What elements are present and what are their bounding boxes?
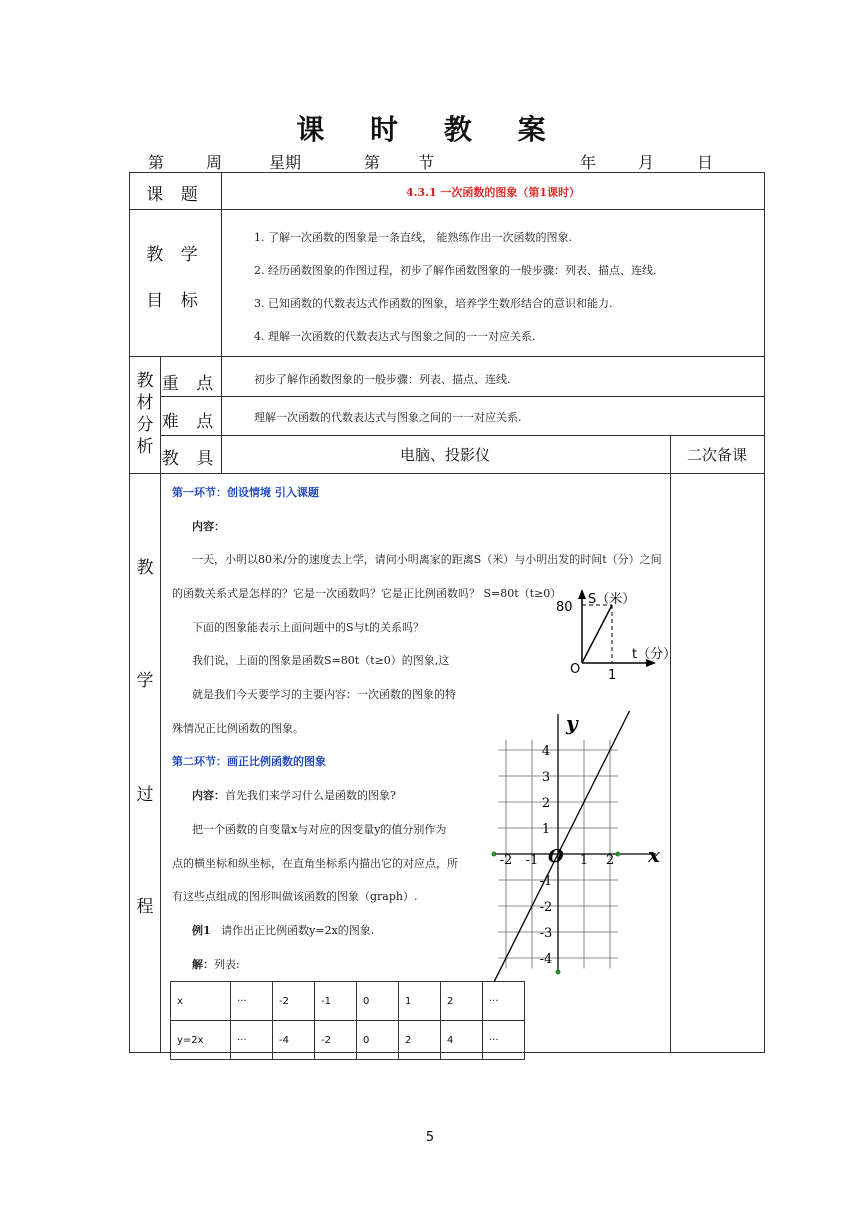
x-tick-label: 2 [605, 853, 615, 868]
x-tick-label: -1 [525, 853, 539, 868]
table-cell: 0 [357, 982, 399, 1021]
analysis-label: 教 材 分 析 [136, 371, 154, 457]
x-axis-label: x [648, 843, 660, 867]
table-row [171, 1021, 525, 1060]
page-number: 5 [425, 1130, 435, 1145]
y-axis-label: S（米） [588, 592, 636, 607]
table-cell: y=2x [171, 1021, 231, 1060]
x-tick-label: 1 [608, 668, 617, 683]
paragraph: 我们说，上面的图象是函数S=80t（t≥0）的图象,这 [192, 654, 450, 667]
goal-item: 3. 已知函数的代数表达式作函数的图象，培养学生数形结合的意识和能力. [254, 297, 613, 310]
week-label-a: 第 [148, 153, 165, 172]
goal-item: 2. 经历函数图象的作图过程，初步了解作函数图象的一般步骤：列表、描点、连线. [254, 264, 657, 277]
table-cell: ··· [231, 982, 273, 1021]
day-label: 日 [697, 153, 714, 172]
solution-line [192, 956, 240, 972]
year-label: 年 [580, 153, 597, 172]
content2-label: 内容： [192, 789, 225, 802]
process-label-char: 教 [136, 558, 154, 578]
section2-title: 第二环节：画正比例函数的图象 [172, 755, 326, 768]
table-cell: 2 [399, 1021, 441, 1060]
process-label-char: 学 [136, 671, 154, 691]
y-tick-label: -4 [539, 952, 553, 967]
process-label-char: 过 [136, 785, 154, 805]
y-tick-label: -1 [539, 874, 553, 889]
table-cell: 1 [399, 982, 441, 1021]
example-text: 请作出正比例函数y=2x的图象. [221, 924, 375, 937]
table-cell: ··· [483, 1021, 525, 1060]
y-axis-label: y [566, 711, 578, 735]
solution-label: 解： [192, 958, 214, 971]
difficulty-text: 理解一次函数的代数表达式与图象之间的一一对应关系. [254, 411, 522, 424]
y-tick-label: -2 [539, 900, 553, 915]
week-label-b: 周 [206, 153, 223, 172]
paragraph: 有这些点组成的图形叫做该函数的图象（graph）. [172, 890, 418, 903]
lesson-label: 课 题 [146, 185, 204, 205]
table-cell: -2 [273, 982, 315, 1021]
difficulty-label: 难 点 [161, 412, 220, 432]
origin-label: O [570, 662, 581, 677]
example-line [192, 922, 374, 938]
key-point-text: 初步了解作函数图象的一般步骤：列表、描点、连线. [254, 373, 511, 386]
goal-item: 4. 理解一次函数的代数表达式与图象之间的一一对应关系. [254, 330, 536, 343]
axis-end-point [492, 852, 497, 857]
axis-end-point [615, 852, 620, 857]
values-table [170, 981, 525, 1060]
y-tick-label: 1 [541, 822, 551, 837]
weekday-label: 星期 [269, 153, 302, 172]
paragraph: 把一个函数的自变量x与对应的因变量y的值分别作为 [192, 823, 447, 836]
table-cell: 4 [441, 1021, 483, 1060]
goals-label-a: 教 学 [146, 245, 204, 265]
goals-label-b: 目 标 [146, 291, 204, 311]
x-tick-label: 1 [579, 853, 589, 868]
process-label-char: 程 [136, 897, 154, 917]
example-label: 例1 [192, 924, 211, 937]
x-axis-label: t（分） [632, 647, 677, 662]
key-point-label: 重 点 [161, 374, 220, 394]
section-label-a: 第 [364, 153, 381, 172]
tools-label: 教 具 [161, 449, 220, 469]
table-cell: -4 [273, 1021, 315, 1060]
goal-item: 1. 了解一次函数的图象是一条直线， 能熟练作出一次函数的图象. [254, 231, 572, 244]
table-cell: 0 [357, 1021, 399, 1060]
content2-text: 首先我们来学习什么是函数的图象? [225, 789, 396, 802]
paragraph: 一天，小明以80米/分的速度去上学，请问小明离家的距离S（米）与小明出发的时间t（分）之间 [192, 553, 662, 566]
distance-time-graph [550, 585, 677, 683]
table-cell: x [171, 982, 231, 1021]
paragraph: 下面的图象能表示上面问题中的S与t的关系吗？ [192, 621, 424, 634]
axis-end-point [556, 970, 561, 975]
y-tick-label: 2 [541, 796, 551, 811]
content-label: 内容： [192, 520, 225, 533]
table-cell: -1 [315, 982, 357, 1021]
linear-function-graph [488, 700, 668, 980]
paragraph: 殊情况正比例函数的图象。 [172, 722, 304, 735]
content2-line [192, 787, 396, 803]
section-label-b: 节 [418, 153, 435, 172]
page-title: 课 时 教 案 [296, 113, 564, 146]
y-tick-label: -3 [539, 926, 553, 941]
paragraph: 点的横坐标和纵坐标，在直角坐标系内描出它的对应点，所 [172, 857, 458, 870]
table-cell: -2 [315, 1021, 357, 1060]
table-row [171, 982, 525, 1021]
paragraph: 就是我们今天要学习的主要内容：一次函数的图象的特 [192, 688, 456, 701]
table-cell: ··· [483, 982, 525, 1021]
lesson-topic: 4.3.1 一次函数的图象（第1课时） [405, 186, 581, 199]
backup-label: 二次备课 [686, 446, 747, 464]
table-cell: 2 [441, 982, 483, 1021]
table-cell: ··· [231, 1021, 273, 1060]
paragraph: 的函数关系式是怎样的？它是一次函数吗？它是正比例函数吗？ S=80t（t≥0） [172, 587, 562, 600]
month-label: 月 [638, 153, 655, 172]
x-tick-label: -2 [499, 853, 513, 868]
y-tick-label: 3 [541, 770, 551, 785]
y-tick-label: 80 [556, 600, 573, 615]
section1-title: 第一环节：创设情境 引入课题 [172, 486, 319, 499]
y-tick-label: 4 [541, 744, 551, 759]
origin-label: O [548, 846, 564, 867]
solution-text: 列表: [214, 958, 240, 971]
tools-text: 电脑、投影仪 [399, 446, 490, 464]
